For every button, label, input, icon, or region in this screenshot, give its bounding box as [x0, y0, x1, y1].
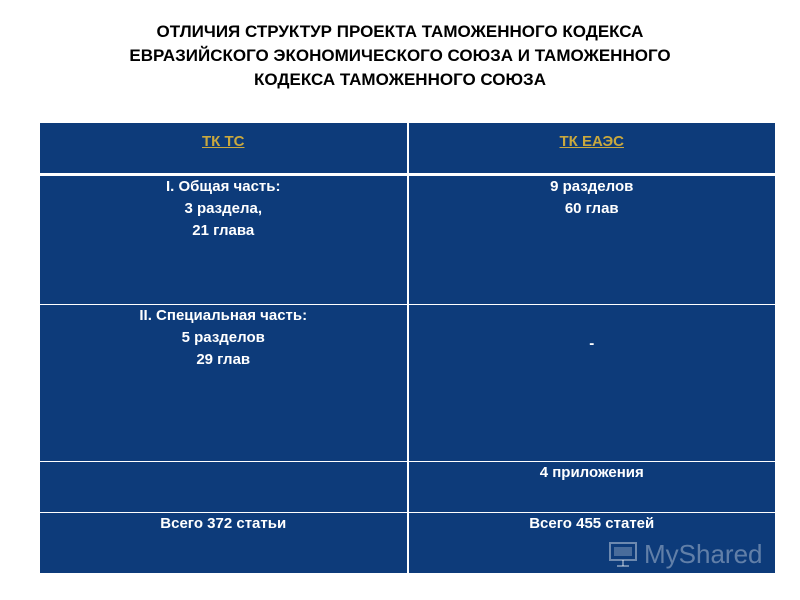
cell-text: 29 глав	[196, 351, 251, 368]
title-line: КОДЕКСА ТАМОЖЕННОГО СОЮЗА	[254, 70, 546, 89]
table-row	[40, 305, 775, 462]
presentation-board-icon	[608, 540, 638, 568]
title-line: ОТЛИЧИЯ СТРУКТУР ПРОЕКТА ТАМОЖЕННОГО КОДЕКСА	[156, 22, 644, 41]
cell-general-right	[408, 175, 776, 305]
table-header-row	[40, 123, 775, 175]
cell-text: II. Специальная часть:	[139, 307, 308, 324]
cell-text: Всего 455 статей	[529, 515, 655, 532]
cell-text: 9 разделов	[550, 178, 634, 195]
cell-text: I. Общая часть:	[166, 178, 281, 195]
table-row	[40, 175, 775, 305]
header-tk-ts: ТК ТС	[40, 123, 408, 175]
cell-special-right	[408, 305, 776, 462]
watermark-text: MyShared	[644, 538, 763, 569]
table-row	[40, 462, 775, 513]
slide-title	[40, 20, 760, 92]
cell-special-left	[40, 305, 408, 462]
cell-text: 60 глав	[564, 200, 619, 217]
cell-text: 21 глава	[192, 222, 255, 239]
header-tk-eaes: ТК ЕАЭС	[408, 123, 776, 175]
cell-text: Всего 372 статьи	[160, 515, 287, 532]
cell-annex-right	[408, 462, 776, 513]
cell-text: 4 приложения	[539, 464, 644, 481]
cell-general-left	[40, 175, 408, 305]
cell-text: -	[589, 335, 595, 352]
watermark	[608, 536, 768, 572]
cell-text: 5 разделов	[181, 329, 265, 346]
title-line: ЕВРАЗИЙСКОГО ЭКОНОМИЧЕСКОГО СОЮЗА И ТАМОЖЕННОГО	[129, 46, 671, 65]
cell-annex-left	[40, 462, 408, 513]
cell-total-left	[40, 513, 408, 574]
cell-text: 3 раздела,	[184, 200, 263, 217]
comparison-table	[40, 123, 775, 573]
